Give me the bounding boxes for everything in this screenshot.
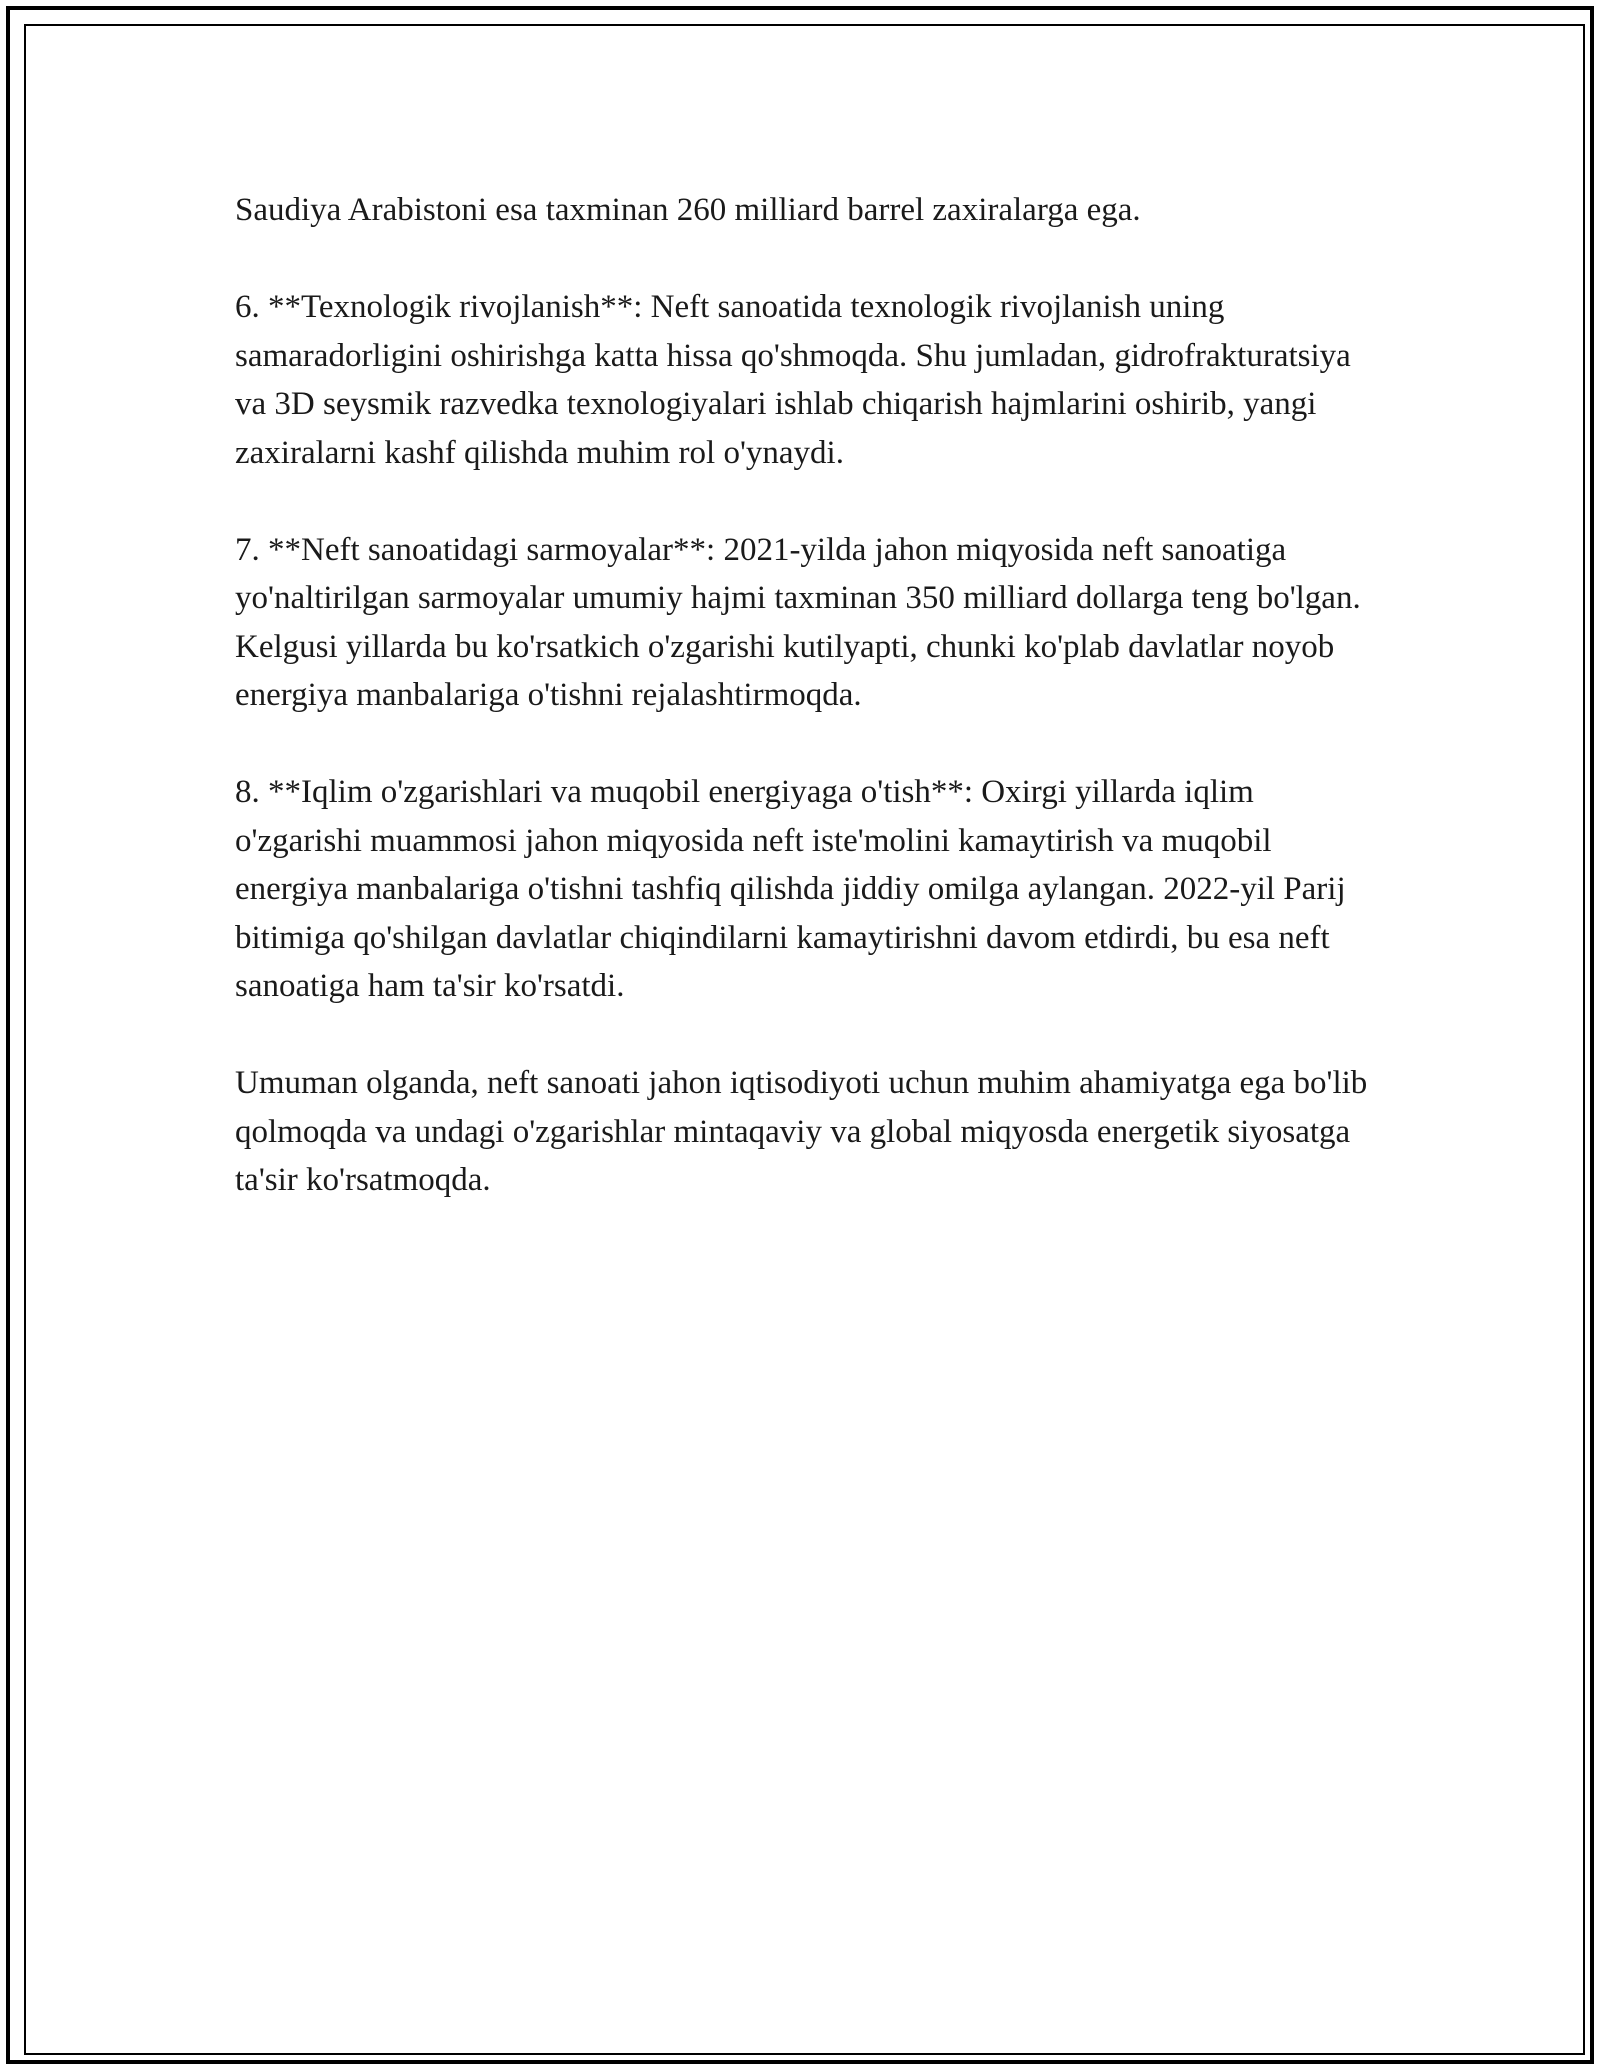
paragraph-conclusion: Umuman olganda, neft sanoati jahon iqtisodiyoti uchun muhim ahamiyatga ega bo'lib qolmoqda va undagi o'zgarishlar mintaqaviy va global miqyosda energetik siyosatga ta'sir ko'rsatmoqda. <box>235 1065 1376 1198</box>
paragraph-technological-development: 6. **Texnologik rivojlanish**: Neft sanoatida texnologik rivojlanish uning samaradorligini oshirishga katta hissa qo'shmoqda. Shu jumladan, gidrofrakturatsiya va 3D seysmik razvedka texnologiyalari ishlab chiqarish hajmlarini oshirib, yangi zaxiralarni kashf qilishda muhim rol o'ynaydi. <box>235 289 1360 471</box>
document-body <box>235 186 1376 1253</box>
paragraph-climate-change: 8. **Iqlim o'zgarishlari va muqobil energiyaga o'tish**: Oxirgi yillarda iqlim o'zgarishi muammosi jahon miqyosida neft iste'molini kamaytirish va muqobil energiya manbalariga o'tishni tashfiq qilishda jiddiy omilga aylangan. 2022-yil Parij bitimiga qo'shilgan davlatlar chiqindilarni kamaytirishni davom etdirdi, bu esa neft sanoatiga ham ta'sir ko'rsatdi. <box>235 774 1354 1004</box>
paragraph-saudi-reserves: Saudiya Arabistoni esa taxminan 260 milliard barrel zaxiralarga ega. <box>235 192 1141 228</box>
paragraph-oil-investments: 7. **Neft sanoatidagi sarmoyalar**: 2021-yilda jahon miqyosida neft sanoatiga yo'naltirilgan sarmoyalar umumiy hajmi taxminan 350 milliard dollarga teng bo'lgan. Kelgusi yillarda bu ko'rsatkich o'zgarishi kutilyapti, chunki ko'plab davlatlar noyob energiya manbalariga o'tishni rejalashtirmoqda. <box>235 531 1369 713</box>
